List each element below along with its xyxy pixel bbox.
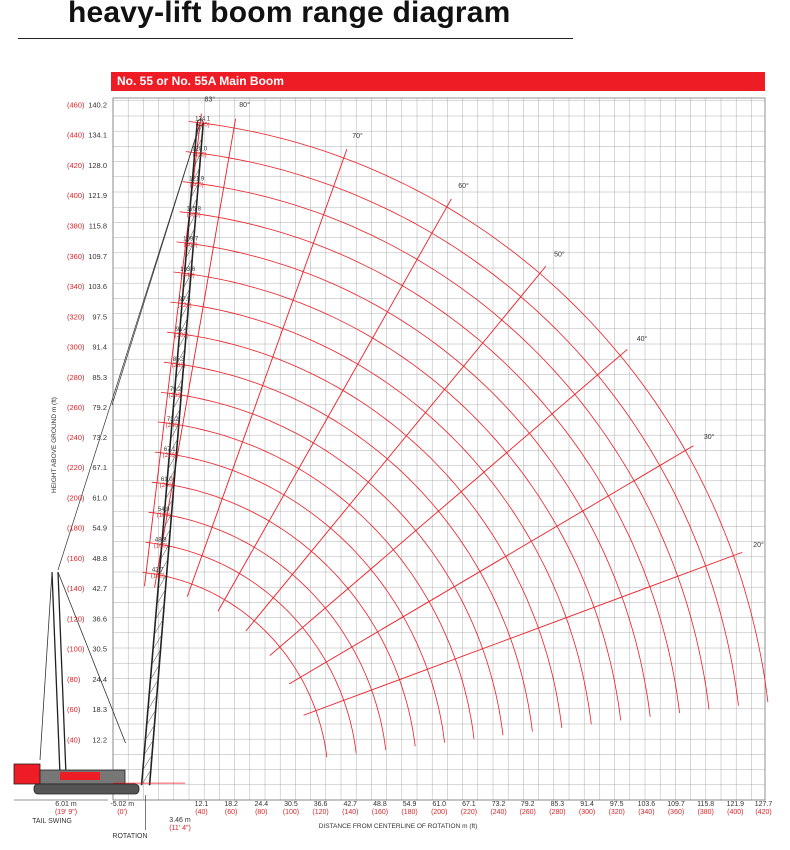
tail-swing-value-ft: (19' 9") xyxy=(54,809,78,816)
x-tick-label-ft: (340) xyxy=(638,809,655,816)
x-tick-label-ft: (100) xyxy=(282,809,300,816)
boom-length-label-ft: (300) xyxy=(174,333,189,340)
y-tick-label: 109.7 xyxy=(88,251,107,261)
y-tick-label: 128.0 xyxy=(88,160,107,170)
y-tick-label-ft: (200) xyxy=(67,493,85,503)
y-tick-label: 48.8 xyxy=(92,553,107,563)
mast-stay xyxy=(58,572,126,743)
boom-length-label-ft: (220) xyxy=(162,452,177,459)
boom-length-label: 54.9 xyxy=(157,507,170,514)
x-tick-label: 97.5 xyxy=(609,801,624,808)
boom-angle-lines xyxy=(144,113,742,715)
boom-length-arc xyxy=(152,482,415,746)
boom-length-label: 85.3 xyxy=(172,357,185,364)
x-tick-label-ft: (120) xyxy=(312,809,329,816)
y-tick-label-ft: (300) xyxy=(67,342,85,352)
x-tick-label: 67.1 xyxy=(462,801,476,808)
x-tick-label-ft: (280) xyxy=(549,809,566,816)
y-tick-label: 134.1 xyxy=(88,130,107,140)
x-tick-label-ft: (380) xyxy=(697,809,714,816)
x-tick-label: 12.1 xyxy=(194,801,209,808)
x-tick-label: -5.02 m xyxy=(110,801,135,808)
x-tick-label: 127.7 xyxy=(754,801,773,808)
x-tick-label: 121.9 xyxy=(726,801,745,808)
mast-backstay xyxy=(40,572,52,760)
boom-angle-label: 20° xyxy=(753,541,764,549)
x-tick-label: 24.4 xyxy=(254,801,269,808)
x-tick-label-ft: (260) xyxy=(519,809,536,816)
boom-length-label: 42.7 xyxy=(151,567,164,574)
x-tick-label-ft: (400) xyxy=(727,809,744,816)
boom-length-label: 61.0 xyxy=(160,477,173,484)
boom-length-label: 115.8 xyxy=(186,206,201,213)
grid xyxy=(113,98,765,800)
boom-length-label-ft: (160) xyxy=(153,543,168,550)
boom-angle-label: 60° xyxy=(458,183,469,191)
y-tick-label-ft: (40) xyxy=(67,735,81,745)
y-tick-label: 30.5 xyxy=(92,644,107,654)
y-tick-label: 91.4 xyxy=(92,342,107,352)
boom-length-label-ft: (340) xyxy=(180,272,195,279)
x-tick-label-ft: (420) xyxy=(755,809,772,816)
x-tick-label-ft: (360) xyxy=(667,809,685,816)
y-tick-label-ft: (220) xyxy=(67,463,85,473)
x-tick-label-ft: (200) xyxy=(431,809,448,816)
y-tick-label: 97.5 xyxy=(92,312,107,322)
boom-length-label: 79.2 xyxy=(169,387,182,394)
pivot-offset-value: 3.46 m xyxy=(169,817,191,824)
y-tick-label-ft: (440) xyxy=(67,130,85,140)
x-tick-label: 103.6 xyxy=(637,801,656,808)
boom-length-label-ft: (420) xyxy=(192,152,207,159)
boom-length-label-ft: (260) xyxy=(168,393,183,400)
y-tick-label: 121.9 xyxy=(88,191,107,201)
x-tick-label-ft: (240) xyxy=(490,809,507,816)
x-tick-label-ft: (320) xyxy=(608,809,625,816)
y-tick-label: 36.6 xyxy=(92,614,107,624)
y-tick-label: 67.1 xyxy=(92,463,107,473)
x-tick-label-ft: (40) xyxy=(195,809,208,816)
x-tick-label-ft: (180) xyxy=(401,809,418,816)
page-title: heavy-lift boom range diagram xyxy=(68,0,511,29)
boom-length-arc xyxy=(155,452,445,742)
y-tick-label-ft: (80) xyxy=(67,674,81,684)
boom-length-label: 128.0 xyxy=(192,146,208,153)
x-tick-label: 85.3 xyxy=(550,801,565,808)
boom-length-arc xyxy=(170,302,591,724)
x-tick-label: 48.8 xyxy=(373,801,387,808)
y-tick-label: 42.7 xyxy=(92,584,107,594)
boom-length-label-ft: (360) xyxy=(183,242,198,249)
y-tick-label: 115.8 xyxy=(88,221,107,231)
boom-angle-label: 80° xyxy=(239,101,250,109)
boom-length-arcs xyxy=(143,122,768,758)
x-tick-label-ft: (220) xyxy=(460,809,478,816)
x-tick-label-ft: (60) xyxy=(224,809,238,816)
y-axis-title: HEIGHT ABOVE GROUND m (ft) xyxy=(51,397,58,493)
x-tick-label: 109.7 xyxy=(667,801,685,808)
y-tick-label: 54.9 xyxy=(92,523,107,533)
y-tick-label-ft: (100) xyxy=(67,644,85,654)
y-tick-label-ft: (280) xyxy=(67,372,85,382)
x-tick-label: 36.6 xyxy=(313,801,328,808)
x-axis-title: DISTANCE FROM CENTERLINE OF ROTATION m (ft) xyxy=(318,823,478,830)
boom-length-label-ft: (380) xyxy=(186,212,201,219)
boom-length-arc xyxy=(149,512,386,750)
x-tick-label: 79.2 xyxy=(520,801,535,808)
y-tick-label-ft: (360) xyxy=(67,251,85,261)
crawler-track xyxy=(34,784,139,794)
chart-banner-title: No. 55 or No. 55A Main Boom xyxy=(117,74,284,88)
x-tick-label: 61.0 xyxy=(432,801,447,808)
boom-length-arc xyxy=(167,332,562,728)
pivot-offset-value-ft: (11' 4") xyxy=(169,825,191,832)
boom-length-label-ft: (440) xyxy=(195,122,210,129)
x-tick-label: 54.9 xyxy=(402,801,417,808)
upper-works-stripe xyxy=(60,772,100,780)
boom-length-label-ft: (180) xyxy=(156,513,171,520)
boom-length-label-ft: (240) xyxy=(165,422,180,429)
tail-swing-value: 6.01 m xyxy=(55,801,77,808)
boom-length-label: 121.9 xyxy=(189,176,205,183)
y-tick-label-ft: (400) xyxy=(67,191,85,201)
x-tick-label: 18.2 xyxy=(224,801,238,808)
boom-length-arc xyxy=(158,422,474,739)
boom-length-label-ft: (280) xyxy=(171,363,186,370)
y-tick-label-ft: (420) xyxy=(67,160,85,170)
boom-length-label-ft: (140) xyxy=(150,573,165,580)
x-tick-label-ft: (80) xyxy=(255,809,268,816)
boom-angle-label: 50° xyxy=(554,251,565,259)
boom-angle-label: 40° xyxy=(636,336,648,344)
y-tick-label: 18.3 xyxy=(92,705,107,715)
boom-length-label: 103.6 xyxy=(180,266,196,273)
y-tick-label: 61.0 xyxy=(92,493,107,503)
y-tick-label: 24.4 xyxy=(92,674,107,684)
y-tick-label: 12.2 xyxy=(92,735,107,745)
y-tick-label: 85.3 xyxy=(92,372,107,382)
x-tick-label-ft: (300) xyxy=(578,809,596,816)
boom-length-label: 48.8 xyxy=(154,537,167,544)
boom-angle-label: 70° xyxy=(352,132,363,140)
y-tick-label-ft: (380) xyxy=(67,221,85,231)
x-tick-label-ft: (140) xyxy=(342,809,359,816)
x-tick-label: 73.2 xyxy=(491,801,506,808)
rotation-label: ROTATION xyxy=(112,833,148,840)
x-tick-label-ft: (0') xyxy=(117,809,128,816)
boom-length-label-ft: (320) xyxy=(177,302,192,309)
boom-length-arc xyxy=(161,392,503,735)
y-tick-label-ft: (340) xyxy=(67,282,85,292)
x-tick-label: 42.7 xyxy=(343,801,358,808)
y-tick-label-ft: (260) xyxy=(67,403,85,413)
boom-length-label-ft: (200) xyxy=(159,483,174,490)
y-tick-label-ft: (120) xyxy=(67,614,85,624)
y-tick-label: 103.6 xyxy=(88,282,107,292)
boom-angle-line xyxy=(270,349,628,655)
x-tick-label-ft: (160) xyxy=(371,809,389,816)
y-tick-label-ft: (140) xyxy=(67,584,85,594)
boom-length-label-ft: (400) xyxy=(189,182,204,189)
boom-length-label: 109.7 xyxy=(183,236,199,243)
boom-length-label: 67.1 xyxy=(163,446,176,453)
y-tick-label: 79.2 xyxy=(92,403,107,413)
boom-length-label: 73.2 xyxy=(166,416,179,423)
pendant-line xyxy=(112,123,200,405)
y-tick-label-ft: (240) xyxy=(67,432,85,442)
boom-angle-label: 83° xyxy=(204,96,216,104)
crane-drawing xyxy=(14,120,203,830)
boom-length-label: 97.5 xyxy=(178,296,191,303)
y-tick-label-ft: (160) xyxy=(67,553,85,563)
counterweight xyxy=(14,764,40,784)
boom-length-label: 91.4 xyxy=(175,327,188,334)
boom-angle-line xyxy=(246,266,546,631)
x-tick-label: 91.4 xyxy=(580,801,594,808)
y-tick-label-ft: (60) xyxy=(67,705,81,715)
x-tick-label: 30.5 xyxy=(284,801,298,808)
tail-swing-label: TAIL SWING xyxy=(32,818,72,825)
x-tick-label: 115.8 xyxy=(697,801,715,808)
boom-length-label: 134.1 xyxy=(195,116,211,123)
y-tick-label: 140.2 xyxy=(88,100,107,110)
y-tick-label: 73.2 xyxy=(92,432,107,442)
y-tick-label-ft: (460) xyxy=(67,100,85,110)
plot-frame xyxy=(113,98,765,800)
y-tick-label-ft: (180) xyxy=(67,523,85,533)
y-tick-label-ft: (320) xyxy=(67,312,85,322)
boom-angle-label: 30° xyxy=(703,433,715,441)
